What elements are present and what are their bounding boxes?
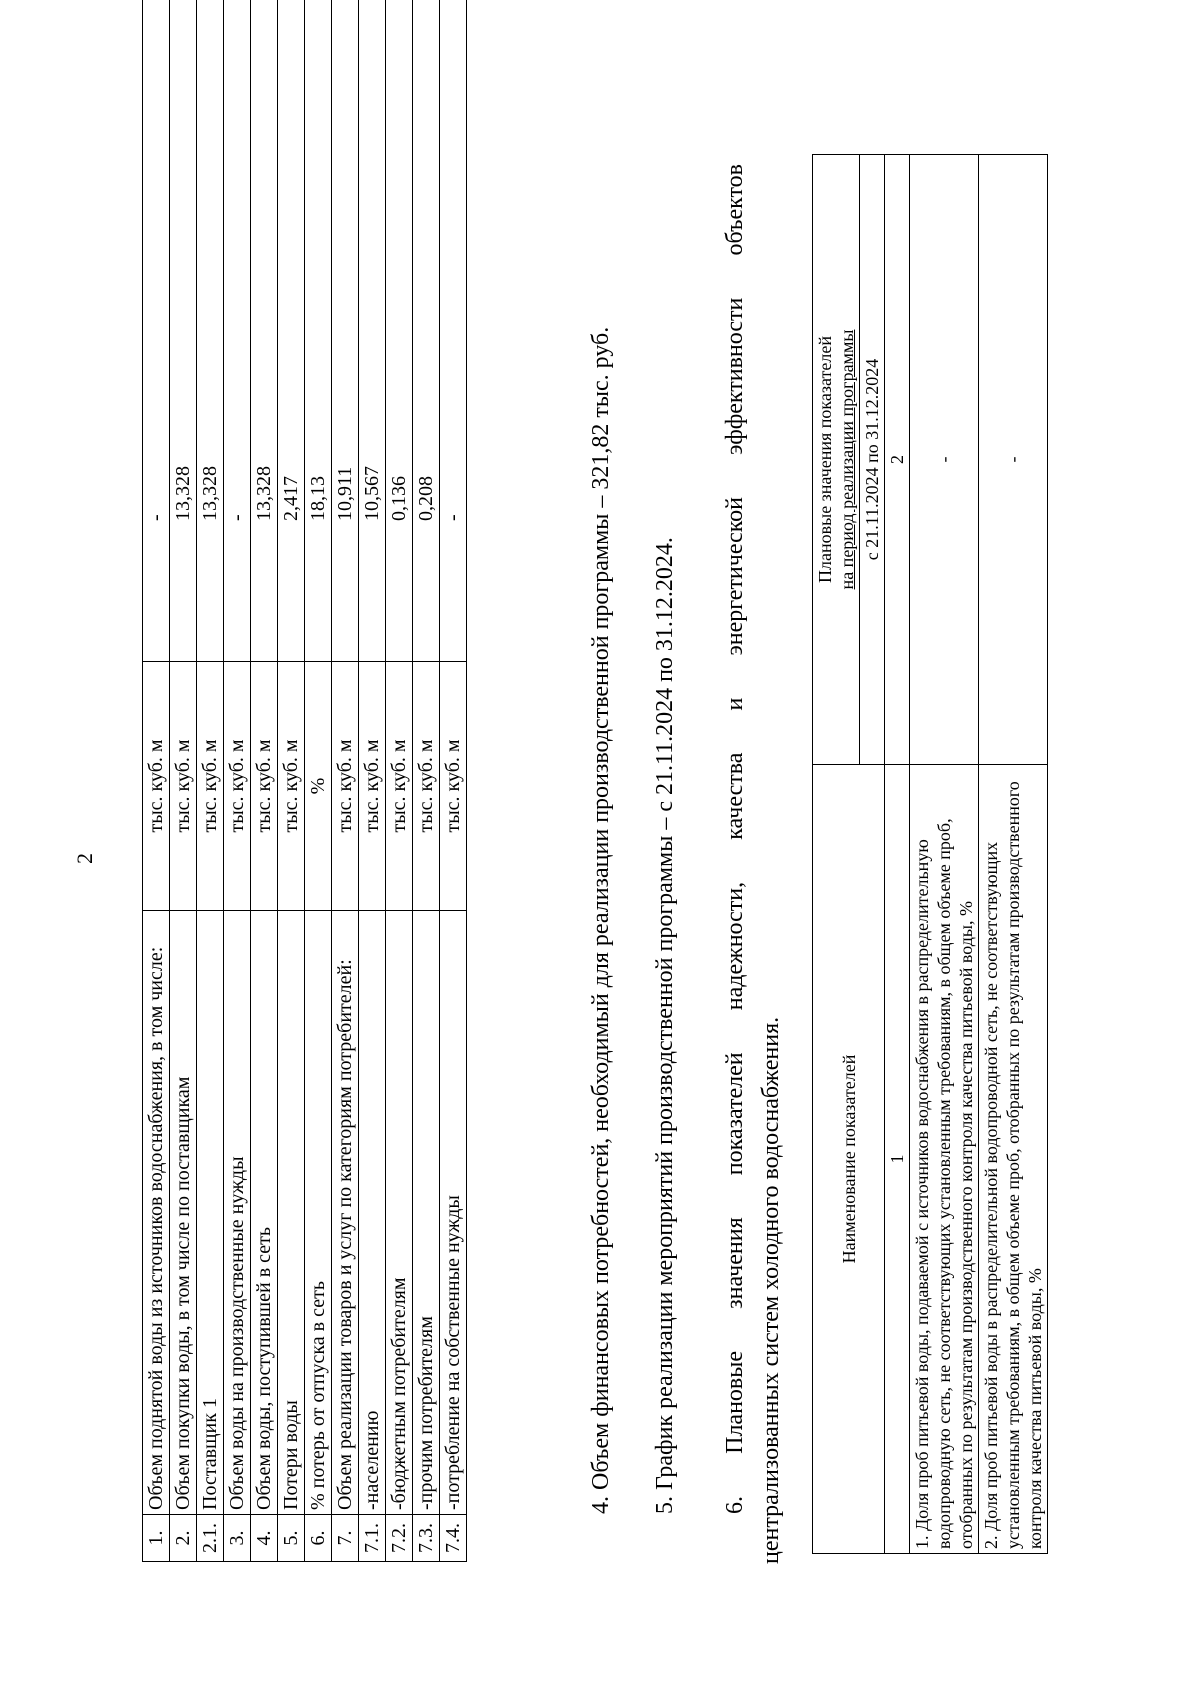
column-number-2: 2 <box>885 155 910 765</box>
row-value: 13,328 <box>170 0 197 662</box>
row-number: 6. <box>305 1515 332 1562</box>
row-number: 1. <box>143 1515 170 1562</box>
row-number: 2. <box>170 1515 197 1562</box>
table-row <box>251 0 278 1562</box>
indicator-value: - <box>910 155 979 765</box>
row-number: 3. <box>224 1515 251 1562</box>
row-name: -населению <box>359 911 386 1515</box>
row-unit: % <box>305 662 332 911</box>
indicator-name: 1. Доля проб питьевой воды, подаваемой с источников водоснабжения в распределительную водопроводную сеть, не соответствующих установленным требованиям, в общем объеме проб, отобранных по результатам производственного контроля качества питьевой воды, % <box>910 765 979 1554</box>
paragraph-indicators-line2: централизованных систем холодного водоснабжения. <box>758 1016 784 1564</box>
row-name: Поставщик 1 <box>197 911 224 1515</box>
row-name: % потерь от отпуска в сеть <box>305 911 332 1515</box>
row-value: 10,567 <box>359 0 386 662</box>
header-plan-line1: Плановые значения показателей <box>815 336 835 583</box>
row-value: - <box>440 0 467 662</box>
row-unit: тыс. куб. м <box>440 662 467 911</box>
page-number: 2 <box>72 853 97 864</box>
table-row <box>143 0 170 1562</box>
water-volume-table <box>142 0 467 1562</box>
indicators-table <box>812 154 1048 1554</box>
table-row <box>170 0 197 1562</box>
table-row <box>440 0 467 1562</box>
row-value: - <box>224 0 251 662</box>
row-number: 4. <box>251 1515 278 1562</box>
row-unit: тыс. куб. м <box>278 662 305 911</box>
table-row <box>910 155 979 1554</box>
row-unit: тыс. куб. м <box>332 662 359 911</box>
table-row <box>305 0 332 1562</box>
paragraph-indicators-line1: 6. Плановые значения показателей надежности, качества и энергетической эффективности объектов <box>722 164 748 1514</box>
row-name: -бюджетным потребителям <box>386 911 413 1515</box>
row-value: 0,208 <box>413 0 440 662</box>
table-row <box>197 0 224 1562</box>
table-row <box>278 0 305 1562</box>
header-period: с 21.11.2024 по 31.12.2024 <box>860 155 885 765</box>
row-name: Объем воды на производственные нужды <box>224 911 251 1515</box>
row-name: Объем реализации товаров и услуг по категориям потребителей: <box>332 911 359 1515</box>
row-value: 18,13 <box>305 0 332 662</box>
table-row <box>332 0 359 1562</box>
paragraph-financial-needs: 4. Объем финансовых потребностей, необходимый для реализации производственной программы – 321,82 тыс. руб. <box>588 326 614 1514</box>
row-name: -прочим потребителям <box>413 911 440 1515</box>
table-row <box>979 155 1048 1554</box>
row-value: 10,911 <box>332 0 359 662</box>
header-plan-values <box>813 155 860 765</box>
row-unit: тыс. куб. м <box>224 662 251 911</box>
table-row <box>413 0 440 1562</box>
indicator-name: 2. Доля проб питьевой воды в распределительной водопроводной сеть, не соответствующих установленным требованиям, в общем объеме проб, отобранных по результатам производственного контроля качества питьевой воды, % <box>979 765 1048 1554</box>
table-row <box>359 0 386 1562</box>
row-value: 0,136 <box>386 0 413 662</box>
row-unit: тыс. куб. м <box>251 662 278 911</box>
table-row <box>224 0 251 1562</box>
row-name: Потери воды <box>278 911 305 1515</box>
row-value: 2,417 <box>278 0 305 662</box>
row-value: 13,328 <box>197 0 224 662</box>
row-unit: тыс. куб. м <box>170 662 197 911</box>
row-number: 7.1. <box>359 1515 386 1562</box>
row-number: 7.4. <box>440 1515 467 1562</box>
row-number: 5. <box>278 1515 305 1562</box>
row-number: 7. <box>332 1515 359 1562</box>
row-unit: тыс. куб. м <box>386 662 413 911</box>
table-row <box>386 0 413 1562</box>
header-plan-line2: на период реализации программы <box>837 329 857 590</box>
row-unit: тыс. куб. м <box>143 662 170 911</box>
row-name: Объем воды, поступившей в сеть <box>251 911 278 1515</box>
row-value: - <box>143 0 170 662</box>
row-unit: тыс. куб. м <box>197 662 224 911</box>
row-unit: тыс. куб. м <box>413 662 440 911</box>
row-name: -потребление на собственные нужды <box>440 911 467 1515</box>
row-number: 2.1. <box>197 1515 224 1562</box>
paragraph-schedule: 5. График реализации мероприятий производственной программы – с 21.11.2024 по 31.12.2024. <box>652 537 678 1514</box>
row-unit: тыс. куб. м <box>359 662 386 911</box>
header-indicator-name: Наименование показателей <box>813 765 885 1554</box>
row-number: 7.3. <box>413 1515 440 1562</box>
row-name: Объем покупки воды, в том числе по поставщикам <box>170 911 197 1515</box>
row-value: 13,328 <box>251 0 278 662</box>
column-number-1: 1 <box>885 765 910 1554</box>
row-name: Объем поднятой воды из источников водоснабжения, в том числе: <box>143 911 170 1515</box>
indicator-value: - <box>979 155 1048 765</box>
row-number: 7.2. <box>386 1515 413 1562</box>
